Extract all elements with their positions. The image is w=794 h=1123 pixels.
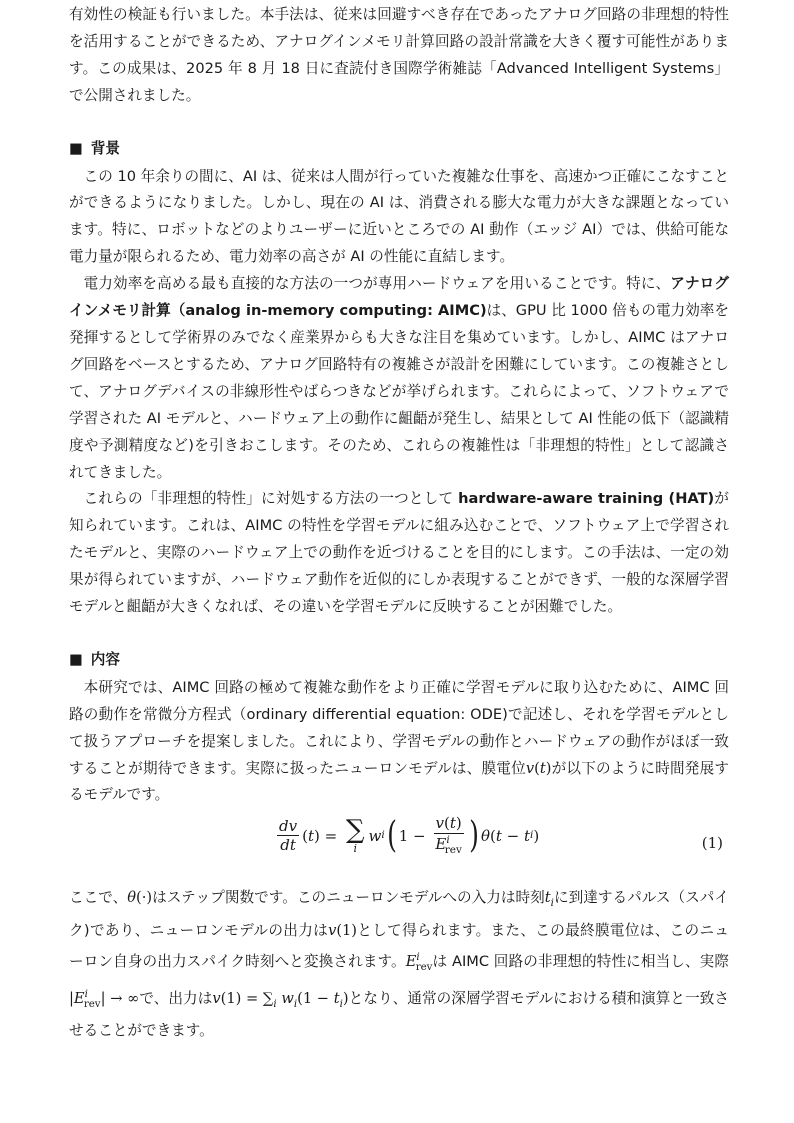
background-heading-label: 背景 <box>90 139 120 157</box>
math-e-rev: $E^i_{rev}$ <box>405 952 433 973</box>
math-theta-step: θ(·) <box>127 889 153 907</box>
document-page <box>69 0 744 1045</box>
content-paragraph-1 <box>69 675 729 810</box>
content-p1-text: 本研究では、AIMC 回路の極めて複雑な動作をより正確に学習モデルに取り込むために、AIMC 回路の動作を常微分方程式（ordinary differential equation: ODE)で記述し、それを学習モデルとして扱うアプローチを提案しました。これにより、学習モデルの動作とハードウェアの動作がほぼ一致することが期待できます。実際に扱ったニューロンモデルは、膜電位 <box>69 678 729 777</box>
math-v-1: v(1) <box>328 922 357 940</box>
bg-p2-rest: は、GPU 比 1000 倍もの電力効率を発揮するとして学術界のみでなく産業界からも大きな注目を集めています。しかし、AIMC はアナログ回路をベースとするため、アナログ回路特有の複雑さが設計を困難にしています。この複雑さとして、アナログデバイスの非線形性やばらつきなどが挙げられます。これらによって、ソフトウェアで学習された AI モデルと、ハードウェア上の動作に齟齬が発生し、結果として AI 性能の低下（認識精度や予測精度など)を引きおこします。そのため、これらの複雑性は「非理想的特性」として認識されてきました。 <box>69 302 729 481</box>
math-limit: $|E^i_{rev}|$ → ∞ <box>69 988 140 1010</box>
c-p2-b: はステップ関数です。このニューロンモデルへの入力は時刻 <box>152 889 545 907</box>
math-v-of-t: v(t) <box>525 759 552 777</box>
background-paragraph-1: この 10 年余りの間に、AI は、従来は人間が行っていた複雑な仕事を、高速かつ正確にこなすことができるようになりました。しかし、現在の AI は、消費される膨大な電力が大きな課題となっています。特に、ロボットなどのよりユーザーに近いところでの AI 動作（エッジ AI）では、供給可能な電力量が限られるため、電力効率の高さが AI の性能に直結します。 <box>69 167 729 266</box>
content-heading-label: 内容 <box>90 650 120 668</box>
c-p2-e: は AIMC 回路の非理想的特性に相当し、実際 <box>432 952 744 970</box>
equation-1 <box>69 809 729 871</box>
equation-number: (1) <box>701 834 723 853</box>
aimc-term: アナログインメモリ計算（analog in-memory computing: AIMC) <box>69 275 729 320</box>
fraction-v-over-e: $\frac{v(t)}{E^i_{rev}}$ <box>435 814 462 856</box>
background-paragraph-3 <box>69 486 729 621</box>
background-paragraph-2 <box>69 271 729 486</box>
content-paragraph-2 <box>69 885 744 1045</box>
math-output-sum: $v(1) = \sum_i$ $w_i(1 - t_i)$ <box>212 989 349 1010</box>
c-p2-a: ここで、 <box>69 889 128 907</box>
bg-p3-lead: これらの「非理想的特性」に対処する方法の一つとして <box>83 490 459 508</box>
summation-symbol: ∑ i <box>345 815 365 856</box>
content-p1-tail: が以下のように時間発展するモデルです。 <box>69 759 729 804</box>
section-heading-background <box>69 136 729 163</box>
math-t-i: $t_i$ <box>544 889 554 910</box>
c-p2-f: で、出力は <box>139 989 213 1007</box>
hat-term: hardware-aware training (HAT) <box>458 490 715 508</box>
fraction-dv-dt: $\frac{dv}{dt}$ <box>279 816 298 855</box>
bg-p3-rest: が知られています。これは、AIMC の特性を学習モデルに組み込むことで、ソフトウェア上で学習されたモデルと、実際のハードウェア上での動作を近づけることを目的にします。この手法は、一定の効果が得られていますが、ハードウェア動作を近似的にしか表現することができず、一般的な深層学習モデルと齟齬が大きくなれば、その違いを学習モデルに反映することが困難でした。 <box>69 490 729 616</box>
c-p2-c: に到達するパルス（スパイク)であり、ニューロンモデルの出力は <box>69 889 729 940</box>
black-square-icon: ■ <box>69 139 83 157</box>
c-p2-d: として得られます。また、この最終膜電位は、このニューロン自身の出力スパイク時刻へと変換されます。 <box>69 922 729 970</box>
intro-paragraph: 有効性の検証も行いました。本手法は、従来は回避すべき存在であったアナログ回路の非理想的特性を活用することができるため、アナログインメモリ計算回路の設計常識を大きく覆す可能性があります。この成果は、2025 年 8 月 18 日に査読付き国際学術雑誌「Advanced Intelligent Systems」で公開されました。 <box>69 6 729 104</box>
bg-p2-lead: 電力効率を高める最も直接的な方法の一つが専用ハードウェアを用いることです。特に、 <box>83 275 671 293</box>
black-square-icon: ■ <box>69 650 83 668</box>
equation-body: $\frac{dv}{dt}$ ( t ) = ∑ i w i ( 1 − $\frac{v(t)}{E^i_{rev}}$ ) θ ( t − t i ) <box>279 814 540 856</box>
section-heading-content <box>69 647 729 674</box>
c-p2-g: となり、通常の深層学習モデルにおける積和演算と一致させることができます。 <box>69 989 729 1040</box>
